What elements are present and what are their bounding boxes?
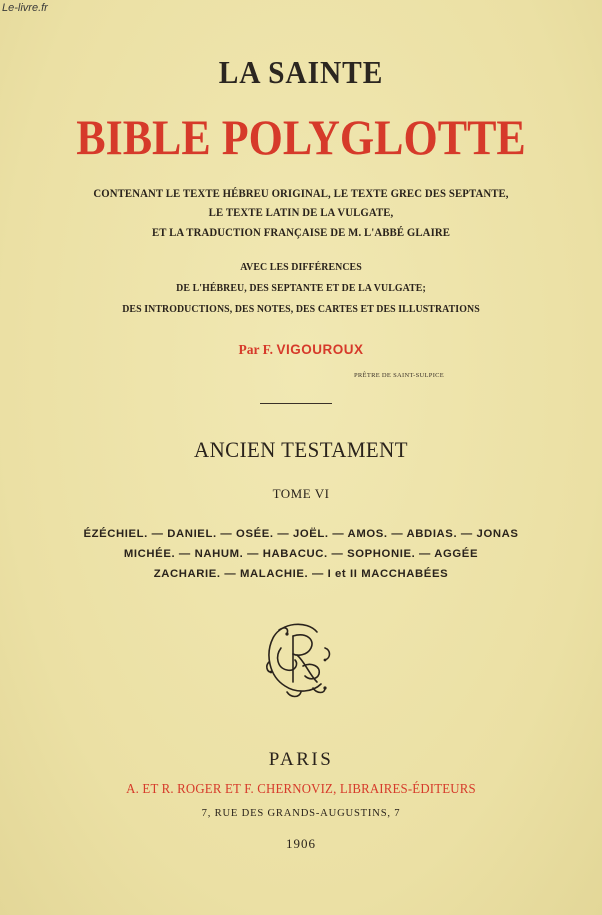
author-prefix: Par F. [238,342,277,357]
divider [260,403,332,404]
imprint-city: PARIS [268,749,334,770]
publisher-monogram-icon [259,618,339,700]
description-line-5: DE L'HÉBREU, DES SEPTANTE ET DE LA VULGATE; [176,283,426,294]
description-line-1: CONTENANT LE TEXTE HÉBREU ORIGINAL, LE TEXTE GREC DES SEPTANTE, [93,187,509,200]
books-line-3: ZACHARIE. — MALACHIE. — I et II MACCHABÉES [153,568,449,580]
description-line-4: AVEC LES DIFFÉRENCES [240,262,362,273]
tome-label: TOME VI [272,486,330,501]
imprint-year: 1906 [286,836,316,851]
books-line-2: MICHÉE. — NAHUM. — HABACUC. — SOPHONIE. — AGGÉE [123,548,479,560]
author-line [0,342,602,358]
author-title: PRÊTRE DE SAINT-SULPICE [354,372,445,379]
title-line-1: LA SAINTE [218,54,384,90]
author-name: VIGOUROUX [276,342,364,357]
description-line-6: DES INTRODUCTIONS, DES NOTES, DES CARTES ET DES ILLUSTRATIONS [122,304,480,315]
imprint-publisher: A. ET R. ROGER ET F. CHERNOVIZ, LIBRAIRES-ÉDITEURS [126,781,476,796]
books-line-1: ÉZÉCHIEL. — DANIEL. — OSÉE. — JOËL. — AMOS. — ABDIAS. — JONAS [83,528,519,540]
imprint-address: 7, RUE DES GRANDS-AUGUSTINS, 7 [201,808,401,819]
testament-heading: ANCIEN TESTAMENT [194,437,408,462]
title-line-2: BIBLE POLYGLOTTE [76,109,526,165]
description-line-2: LE TEXTE LATIN DE LA VULGATE, [208,206,394,219]
watermark: Le-livre.fr [2,2,48,14]
description-line-3: ET LA TRADUCTION FRANÇAISE DE M. L'ABBÉ GLAIRE [151,226,451,239]
